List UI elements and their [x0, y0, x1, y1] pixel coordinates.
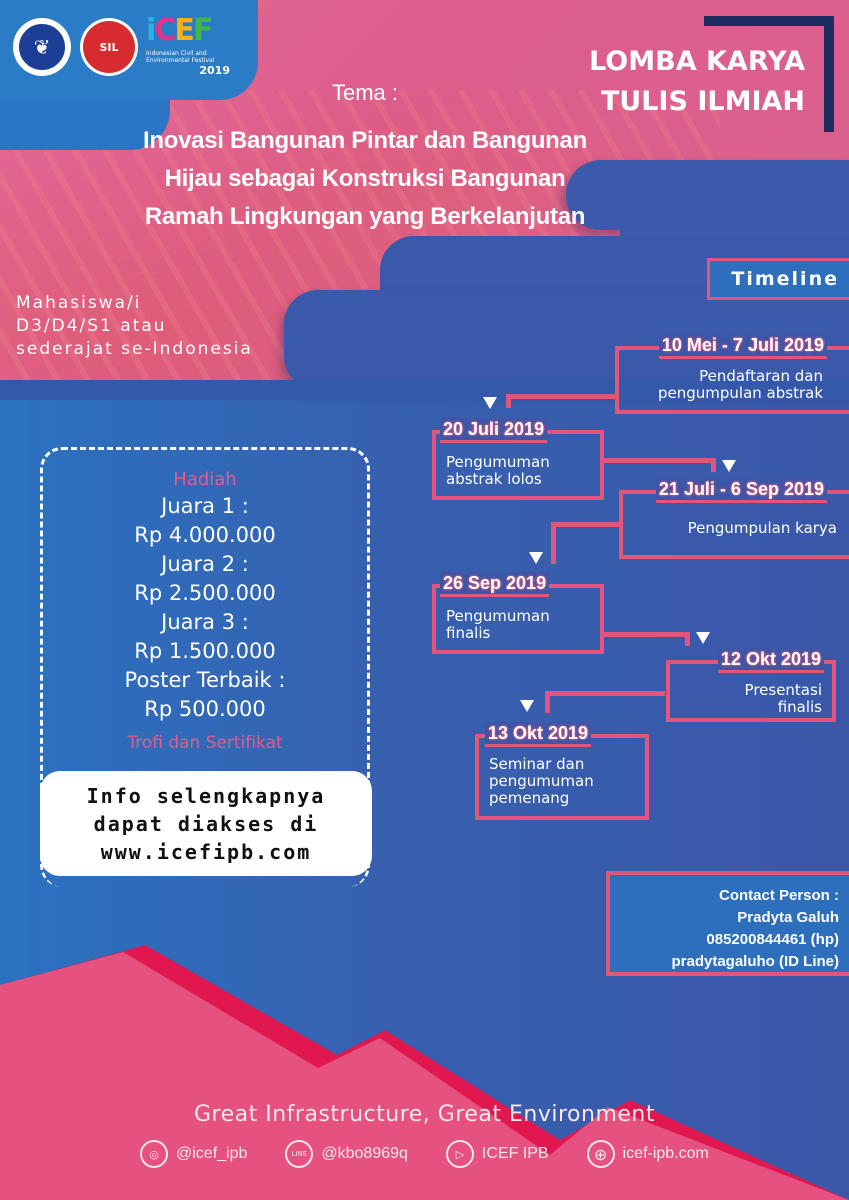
tema-line: Hijau sebagai Konstruksi Bangunan: [164, 165, 566, 192]
desc-line: Pengumpulan karya: [687, 519, 837, 537]
social-instagram[interactable]: [140, 1140, 247, 1168]
desc-line: Presentasi: [744, 681, 822, 699]
icef-logo-mark: iCEF: [146, 13, 212, 48]
timeline-event-date: 21 Juli - 6 Sep 2019: [656, 478, 827, 503]
icef-logo-year: 2019: [199, 64, 230, 77]
title-line: TULIS ILMIAH: [600, 86, 805, 117]
social-label: @icef_ipb: [176, 1145, 248, 1162]
youtube-icon: ▷: [446, 1140, 474, 1168]
eligibility-line: sederajat se-Indonesia: [16, 339, 253, 359]
prize-line: Rp 1.500.000: [134, 639, 276, 663]
tema-line: Inovasi Bangunan Pintar dan Bangunan: [143, 127, 587, 154]
social-line[interactable]: [285, 1140, 408, 1168]
title-line: LOMBA KARYA: [589, 46, 805, 77]
desc-line: Pendaftaran dan: [699, 367, 823, 385]
social-website[interactable]: [587, 1140, 709, 1168]
prize-line: Rp 500.000: [144, 697, 266, 721]
social-youtube[interactable]: [446, 1140, 549, 1168]
tema-line: Ramah Lingkungan yang Berkelanjutan: [144, 203, 586, 230]
timeline-event-date: 10 Mei - 7 Juli 2019: [659, 334, 827, 359]
social-label: ICEF IPB: [481, 1145, 549, 1162]
prize-line: Juara 3 :: [161, 610, 249, 634]
eligibility-line: Mahasiswa/i: [16, 293, 142, 313]
timeline-event-date: 12 Okt 2019: [718, 648, 824, 673]
himatesil-logo-label: SIL: [83, 21, 135, 73]
prize-line: Juara 2 :: [161, 552, 249, 576]
globe-icon: ⊕: [587, 1140, 615, 1168]
desc-line: Seminar dan: [489, 755, 585, 773]
prize-line: Juara 1 :: [161, 494, 249, 518]
leaf-icon: ❦: [17, 22, 67, 72]
contact-heading: Contact Person :: [718, 887, 839, 904]
prize-line: Rp 4.000.000: [134, 523, 276, 547]
tema-label: Tema :: [331, 80, 399, 105]
contact-line-id: pradytagaluho (ID Line): [671, 953, 839, 970]
timeline-event-date: 26 Sep 2019: [440, 572, 549, 597]
eligibility-line: D3/D4/S1 atau: [16, 316, 167, 336]
prizes-title: Hadiah: [173, 469, 237, 490]
timeline-heading-label: Timeline: [731, 268, 839, 290]
desc-line: Pengumuman: [446, 453, 550, 471]
website-link[interactable]: www.icefipb.com: [100, 839, 312, 864]
desc-line: pengumpulan abstrak: [657, 384, 823, 402]
timeline-event-date: 13 Okt 2019: [485, 722, 591, 747]
social-links: [140, 1140, 747, 1168]
tagline: Great Infrastructure, Great Environment: [194, 1102, 655, 1127]
contact-name: Pradyta Galuh: [737, 909, 839, 926]
desc-line: Pengumuman: [446, 607, 550, 625]
icef-logo-subtitle: Indonesian Civil and Environmental Festival: [146, 50, 215, 64]
prize-line: Rp 2.500.000: [134, 581, 276, 605]
social-label: @kbo8969q: [321, 1145, 408, 1162]
desc-line: pengumuman: [489, 772, 594, 790]
desc-line: finalis: [777, 698, 822, 716]
desc-line: finalis: [446, 624, 491, 642]
social-label: icef-ipb.com: [622, 1145, 709, 1162]
desc-line: abstrak lolos: [446, 470, 542, 488]
contact-phone: 085200844461 (hp): [706, 931, 839, 948]
info-line: dapat diakses di: [93, 811, 319, 836]
desc-line: pemenang: [489, 789, 570, 807]
prizes-footer: Trofi dan Sertifikat: [127, 733, 283, 753]
instagram-icon: ◎: [140, 1140, 168, 1168]
timeline-event-date: 20 Juli 2019: [440, 418, 547, 443]
line-icon: LINE: [285, 1140, 313, 1168]
info-line: Info selengkapnya: [86, 783, 326, 808]
prize-line: Poster Terbaik :: [124, 668, 286, 692]
